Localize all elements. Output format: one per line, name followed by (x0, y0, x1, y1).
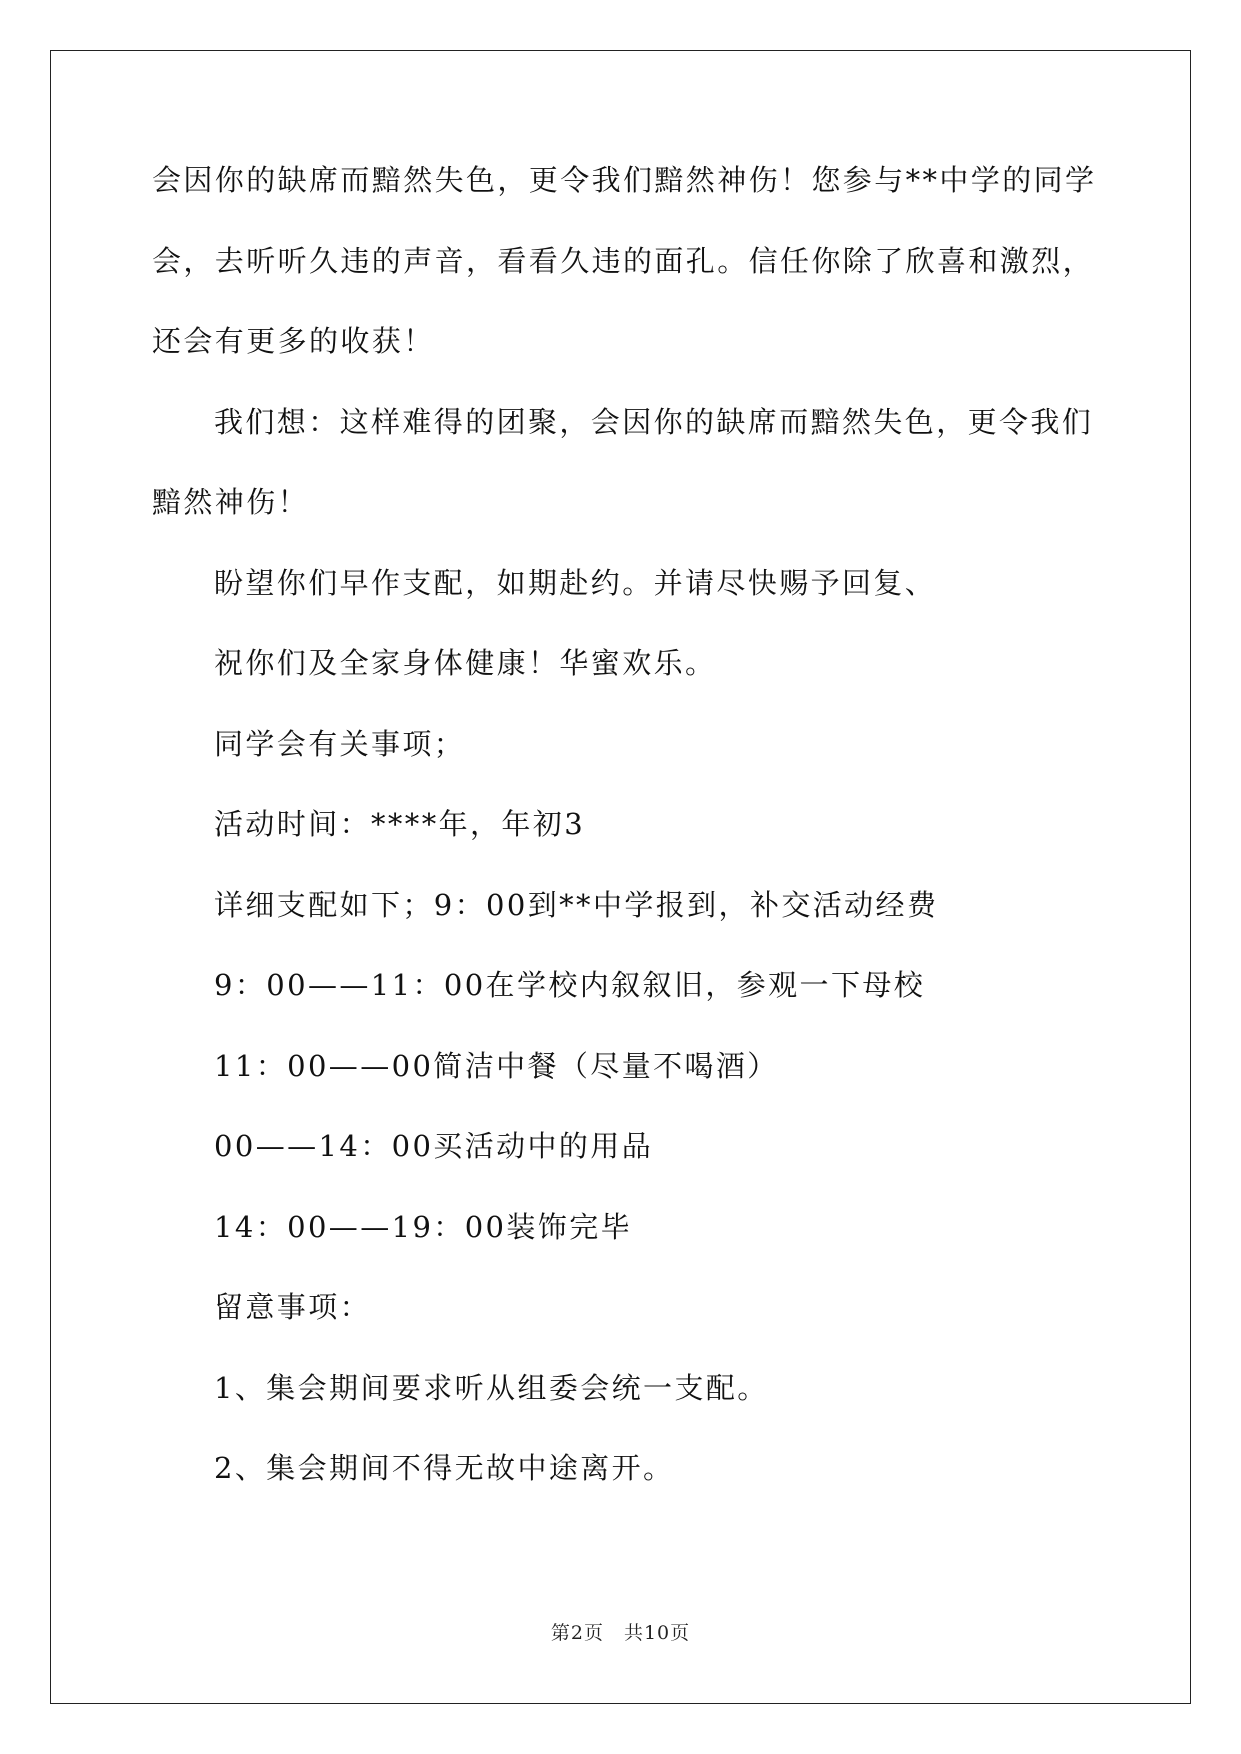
text-line: 详细支配如下；9：00到**中学报到，补交活动经费 (214, 887, 939, 922)
text-line: 我们想：这样难得的团聚，会因你的缺席而黯然失色，更令我们 (214, 404, 1094, 439)
text-line: 活动时间：****年，年初3 (214, 807, 586, 841)
text-line: 14：00——19：00装饰完毕 (214, 1209, 633, 1244)
text-line: 11：00——00简洁中餐（尽量不喝酒） (214, 1048, 779, 1083)
text-line: 2、集会期间不得无故中途离开。 (214, 1451, 675, 1485)
text-line: 盼望你们早作支配，如期赴约。并请尽快赐予回复、 (214, 565, 937, 600)
document-body (152, 160, 1097, 1529)
text-line: 同学会有关事项； (214, 726, 466, 761)
text-line: 祝你们及全家身体健康！华蜜欢乐。 (214, 646, 717, 680)
text-line: 留意事项： (214, 1290, 372, 1324)
text-line: 黯然神伤！ (152, 485, 310, 519)
text-line: 1、集会期间要求听从组委会统一支配。 (214, 1370, 769, 1405)
page-number-footer: 第2页 共10页 (550, 1622, 691, 1644)
text-line: 9：00——11：00在学校内叙叙旧，参观一下母校 (214, 968, 926, 1002)
text-line: 会因你的缺席而黯然失色，更令我们黯然神伤！您参与**中学的同学 (152, 163, 1097, 197)
text-line: 会，去听听久违的声音，看看久违的面孔。信任你除了欣喜和激烈， (152, 243, 1095, 278)
text-line: 00——14：00买活动中的用品 (214, 1129, 654, 1163)
text-line: 还会有更多的收获！ (152, 324, 435, 358)
